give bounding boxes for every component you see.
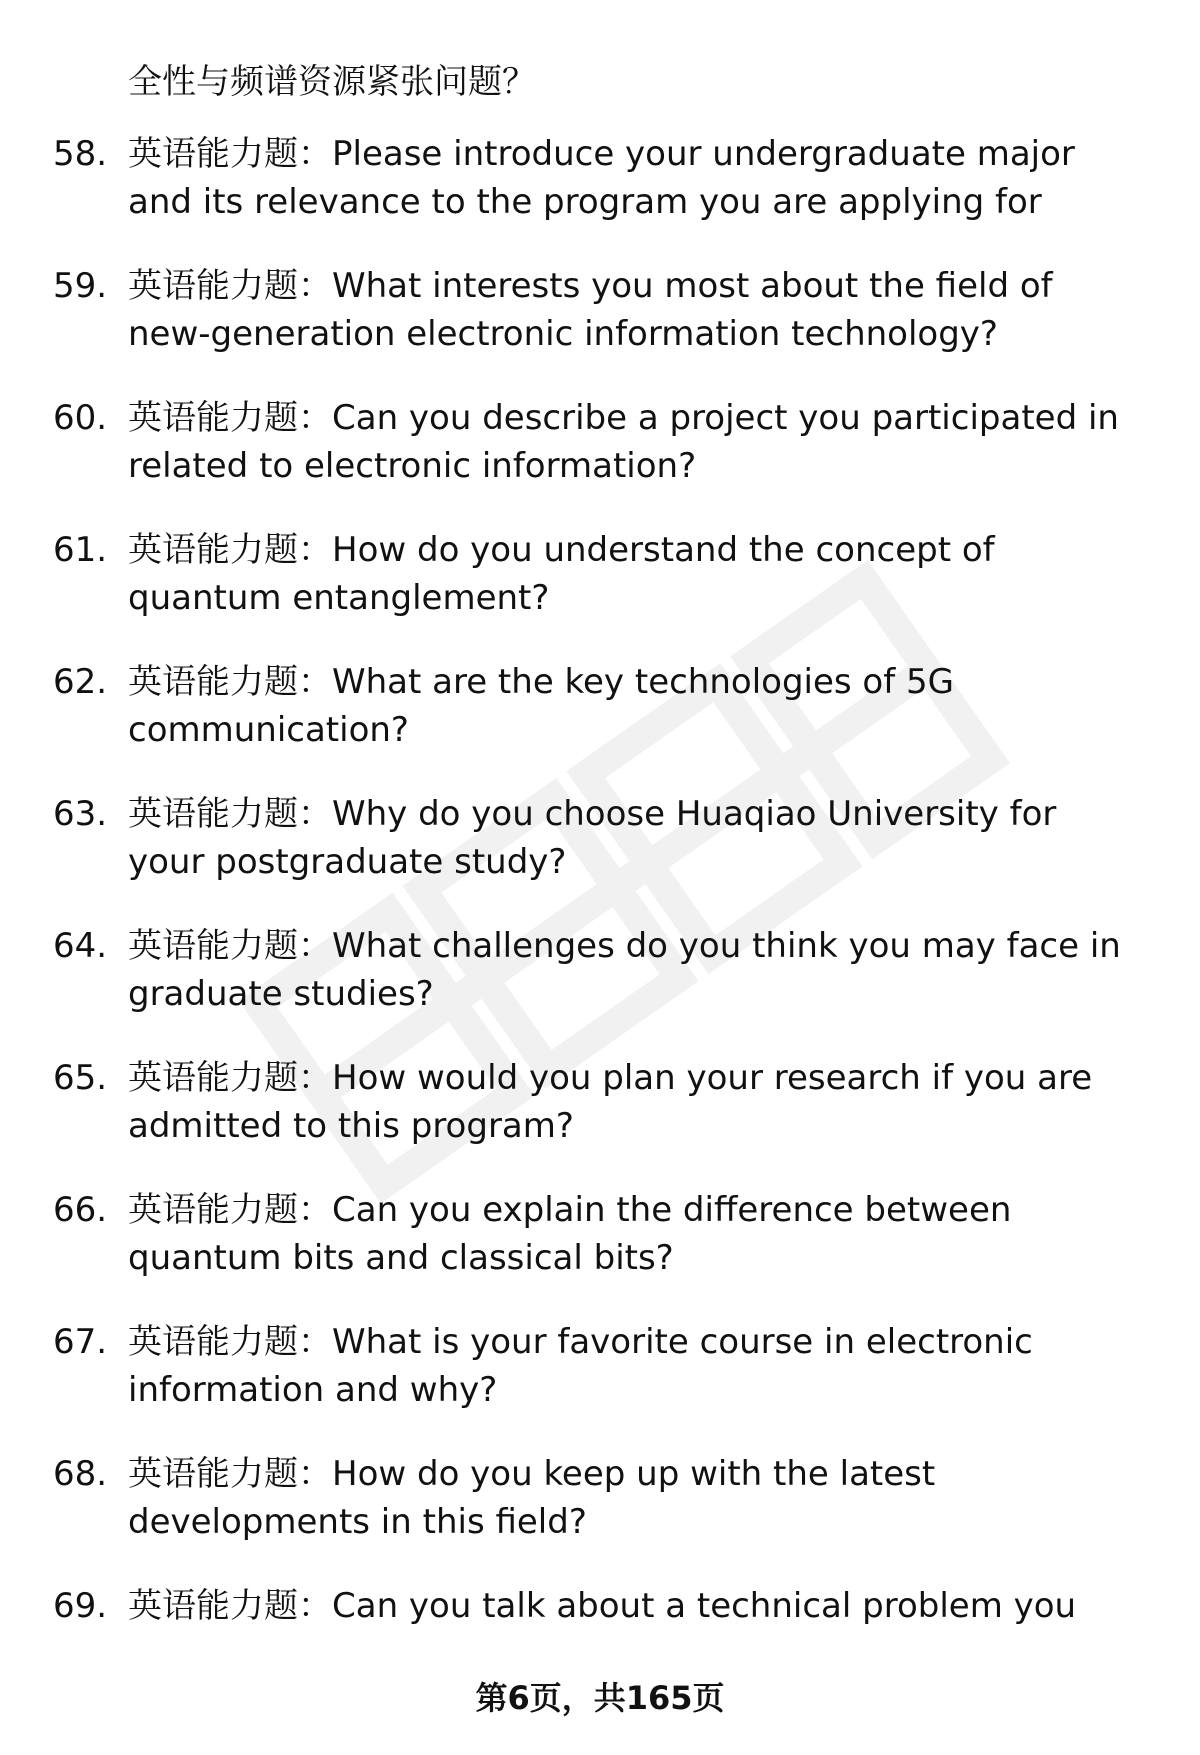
question-line-1: [128, 394, 1168, 442]
question-line-1: [128, 526, 1168, 574]
question-number: 67.: [53, 1322, 108, 1362]
continuation-text: 全性与频谱资源紧张问题？: [128, 62, 536, 102]
question-number: 63.: [53, 794, 108, 834]
question-line-1: [128, 922, 1168, 970]
question-prefix: 英语能力题：: [128, 398, 332, 438]
question-body-line-2: your postgraduate study?: [128, 842, 567, 882]
question-body-line-1: Can you explain the difference between: [332, 1190, 1012, 1230]
question-item: [0, 1318, 1200, 1418]
question-body-line-2: and its relevance to the program you are applying for: [128, 182, 1042, 222]
question-text: [128, 130, 1168, 226]
question-item: [0, 1186, 1200, 1286]
question-text: [128, 1054, 1168, 1150]
question-text: [128, 922, 1168, 1018]
question-body-line-2: communication?: [128, 710, 409, 750]
question-item: [0, 394, 1200, 494]
question-prefix: 英语能力题：: [128, 1586, 332, 1626]
page-number-footer: 第6页，共165页: [475, 1679, 725, 1717]
question-number: 69.: [53, 1586, 108, 1626]
question-number: 58.: [53, 134, 108, 174]
question-body-line-1: Can you describe a project you participated in: [332, 398, 1119, 438]
question-item: [0, 922, 1200, 1022]
question-body-line-2: developments in this field?: [128, 1502, 587, 1542]
question-line-1: [128, 658, 1168, 706]
question-item: [0, 1582, 1200, 1682]
question-prefix: 英语能力题：: [128, 662, 332, 702]
question-number: 66.: [53, 1190, 108, 1230]
question-body-line-2: information and why?: [128, 1370, 498, 1410]
question-number: 61.: [53, 530, 108, 570]
question-number: 60.: [53, 398, 108, 438]
question-line-1: [128, 1318, 1168, 1366]
question-body-line-1: Please introduce your undergraduate major: [332, 134, 1075, 174]
question-body-line-1: What are the key technologies of 5G: [332, 662, 954, 702]
question-line-1: [128, 130, 1168, 178]
question-line-1: [128, 790, 1168, 838]
question-item: [0, 526, 1200, 626]
question-body-line-1: What is your favorite course in electronic: [332, 1322, 1033, 1362]
question-body-line-1: How do you keep up with the latest: [332, 1454, 936, 1494]
question-item: [0, 790, 1200, 890]
question-line-1: [128, 1186, 1168, 1234]
question-body-line-2: related to electronic information?: [128, 446, 697, 486]
question-number: 59.: [53, 266, 108, 306]
question-prefix: 英语能力题：: [128, 926, 332, 966]
question-item: [0, 1054, 1200, 1154]
question-prefix: 英语能力题：: [128, 1454, 332, 1494]
question-text: [128, 1318, 1168, 1414]
question-text: [128, 526, 1168, 622]
question-item: [0, 262, 1200, 362]
question-number: 62.: [53, 662, 108, 702]
question-body-line-2: admitted to this program?: [128, 1106, 574, 1146]
question-prefix: 英语能力题：: [128, 134, 332, 174]
question-body-line-1: Can you talk about a technical problem you: [332, 1586, 1077, 1626]
question-body-line-1: How do you understand the concept of: [332, 530, 995, 570]
question-text: [128, 262, 1168, 358]
question-body-line-1: How would you plan your research if you are: [332, 1058, 1093, 1098]
question-item: [0, 658, 1200, 758]
question-prefix: 英语能力题：: [128, 794, 332, 834]
question-prefix: 英语能力题：: [128, 1322, 332, 1362]
question-body-line-2: quantum entanglement?: [128, 578, 550, 618]
question-text: [128, 1450, 1168, 1546]
question-line-1: [128, 1054, 1168, 1102]
question-prefix: 英语能力题：: [128, 1058, 332, 1098]
question-body-line-1: Why do you choose Huaqiao University for: [332, 794, 1057, 834]
question-body-line-2: quantum bits and classical bits?: [128, 1238, 674, 1278]
question-prefix: 英语能力题：: [128, 266, 332, 306]
question-number: 64.: [53, 926, 108, 966]
question-number: 65.: [53, 1058, 108, 1098]
question-text: [128, 658, 1168, 754]
question-body-line-1: What interests you most about the field of: [332, 266, 1053, 306]
question-line-1: [128, 262, 1168, 310]
question-text: [128, 1186, 1168, 1282]
question-number: 68.: [53, 1454, 108, 1494]
question-item: [0, 130, 1200, 230]
question-body-line-2: graduate studies?: [128, 974, 434, 1014]
question-text: [128, 790, 1168, 886]
question-body-line-2: new-generation electronic information technology?: [128, 314, 998, 354]
question-prefix: 英语能力题：: [128, 1190, 332, 1230]
question-line-1: [128, 1582, 1168, 1630]
question-text: [128, 394, 1168, 490]
question-line-1: [128, 1450, 1168, 1498]
question-item: [0, 1450, 1200, 1550]
question-body-line-1: What challenges do you think you may face in: [332, 926, 1121, 966]
question-text: [128, 1582, 1168, 1630]
question-prefix: 英语能力题：: [128, 530, 332, 570]
